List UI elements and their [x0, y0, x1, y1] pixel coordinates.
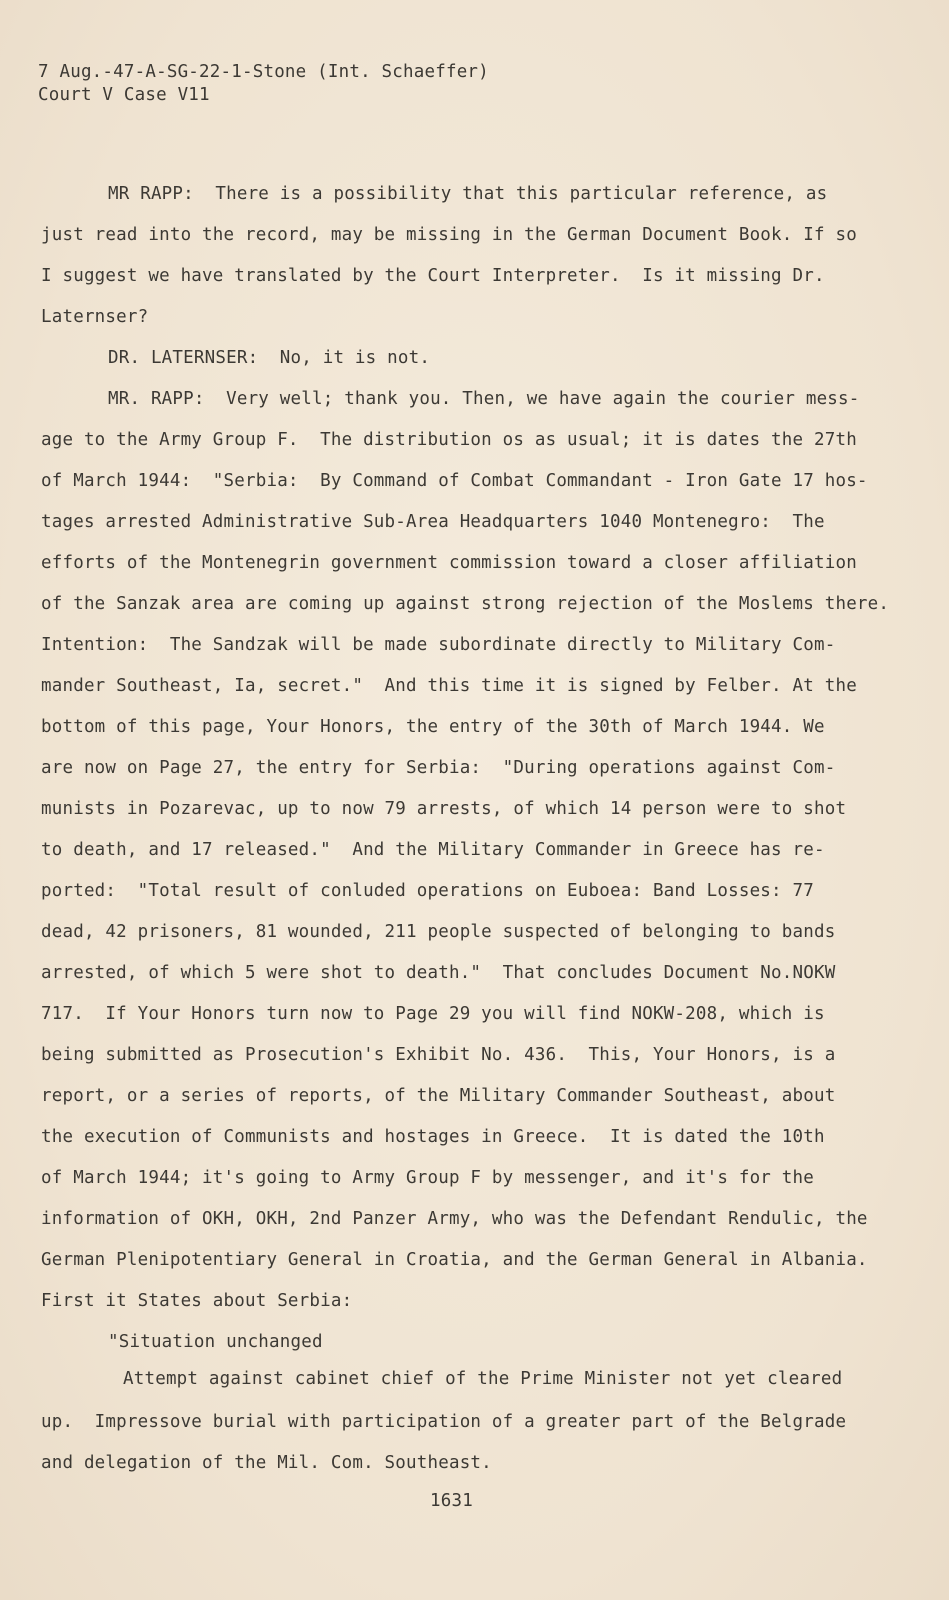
body-line: munists in Pozarevac, up to now 79 arrests, of which 14 person were to shot — [41, 799, 847, 819]
body-line: of the Sanzak area are coming up against strong rejection of the Moslems there. — [41, 594, 890, 614]
body-line: mander Southeast, Ia, secret." And this time it is signed by Felber. At the — [41, 676, 857, 696]
body-line: age to the Army Group F. The distribution os as usual; it is dates the 27th — [41, 430, 857, 450]
body-line: bottom of this page, Your Honors, the entry of the 30th of March 1944. We — [41, 717, 825, 737]
body-line: German Plenipotentiary General in Croatia, and the German General in Albania. — [41, 1250, 868, 1270]
body-line: ported: "Total result of conluded operations on Euboea: Band Losses: 77 — [41, 881, 814, 901]
body-line: arrested, of which 5 were shot to death." That concludes Document No.NOKW — [41, 963, 836, 983]
body-line: 717. If Your Honors turn now to Page 29 you will find NOKW-208, which is — [41, 1004, 825, 1024]
page-number: 1631 — [430, 1491, 473, 1511]
body-line: up. Impressove burial with participation of a greater part of the Belgrade — [41, 1412, 847, 1432]
body-line: and delegation of the Mil. Com. Southeast. — [41, 1453, 492, 1473]
body-line: MR. RAPP: Very well; thank you. Then, we have again the courier mess- — [108, 389, 860, 409]
body-line: just read into the record, may be missing in the German Document Book. If so — [41, 225, 857, 245]
body-line: of March 1944: "Serbia: By Command of Combat Commandant - Iron Gate 17 hos- — [41, 471, 868, 491]
body-line: are now on Page 27, the entry for Serbia: "During operations against Com- — [41, 758, 836, 778]
header-line-1: 7 Aug.-47-A-SG-22-1-Stone (Int. Schaeffer) — [38, 62, 489, 82]
body-line: Intention: The Sandzak will be made subordinate directly to Military Com- — [41, 635, 836, 655]
body-line: to death, and 17 released." And the Military Commander in Greece has re- — [41, 840, 825, 860]
body-line: Attempt against cabinet chief of the Prime Minister not yet cleared — [123, 1369, 843, 1389]
body-line: report, or a series of reports, of the Military Commander Southeast, about — [41, 1086, 836, 1106]
body-line: MR RAPP: There is a possibility that this particular reference, as — [108, 184, 828, 204]
body-line: Laternser? — [41, 307, 149, 327]
body-line: DR. LATERNSER: No, it is not. — [108, 348, 431, 368]
body-line: First it States about Serbia: — [41, 1291, 353, 1311]
body-line: dead, 42 prisoners, 81 wounded, 211 people suspected of belonging to bands — [41, 922, 836, 942]
body-line: tages arrested Administrative Sub-Area Headquarters 1040 Montenegro: The — [41, 512, 825, 532]
body-line: efforts of the Montenegrin government commission toward a closer affiliation — [41, 553, 857, 573]
body-line: information of OKH, OKH, 2nd Panzer Army, who was the Defendant Rendulic, the — [41, 1209, 868, 1229]
body-line: of March 1944; it's going to Army Group F by messenger, and it's for the — [41, 1168, 814, 1188]
body-line: I suggest we have translated by the Court Interpreter. Is it missing Dr. — [41, 266, 825, 286]
body-line: "Situation unchanged — [108, 1332, 323, 1352]
header-line-2: Court V Case V11 — [38, 85, 210, 105]
body-line: being submitted as Prosecution's Exhibit No. 436. This, Your Honors, is a — [41, 1045, 836, 1065]
body-line: the execution of Communists and hostages in Greece. It is dated the 10th — [41, 1127, 825, 1147]
